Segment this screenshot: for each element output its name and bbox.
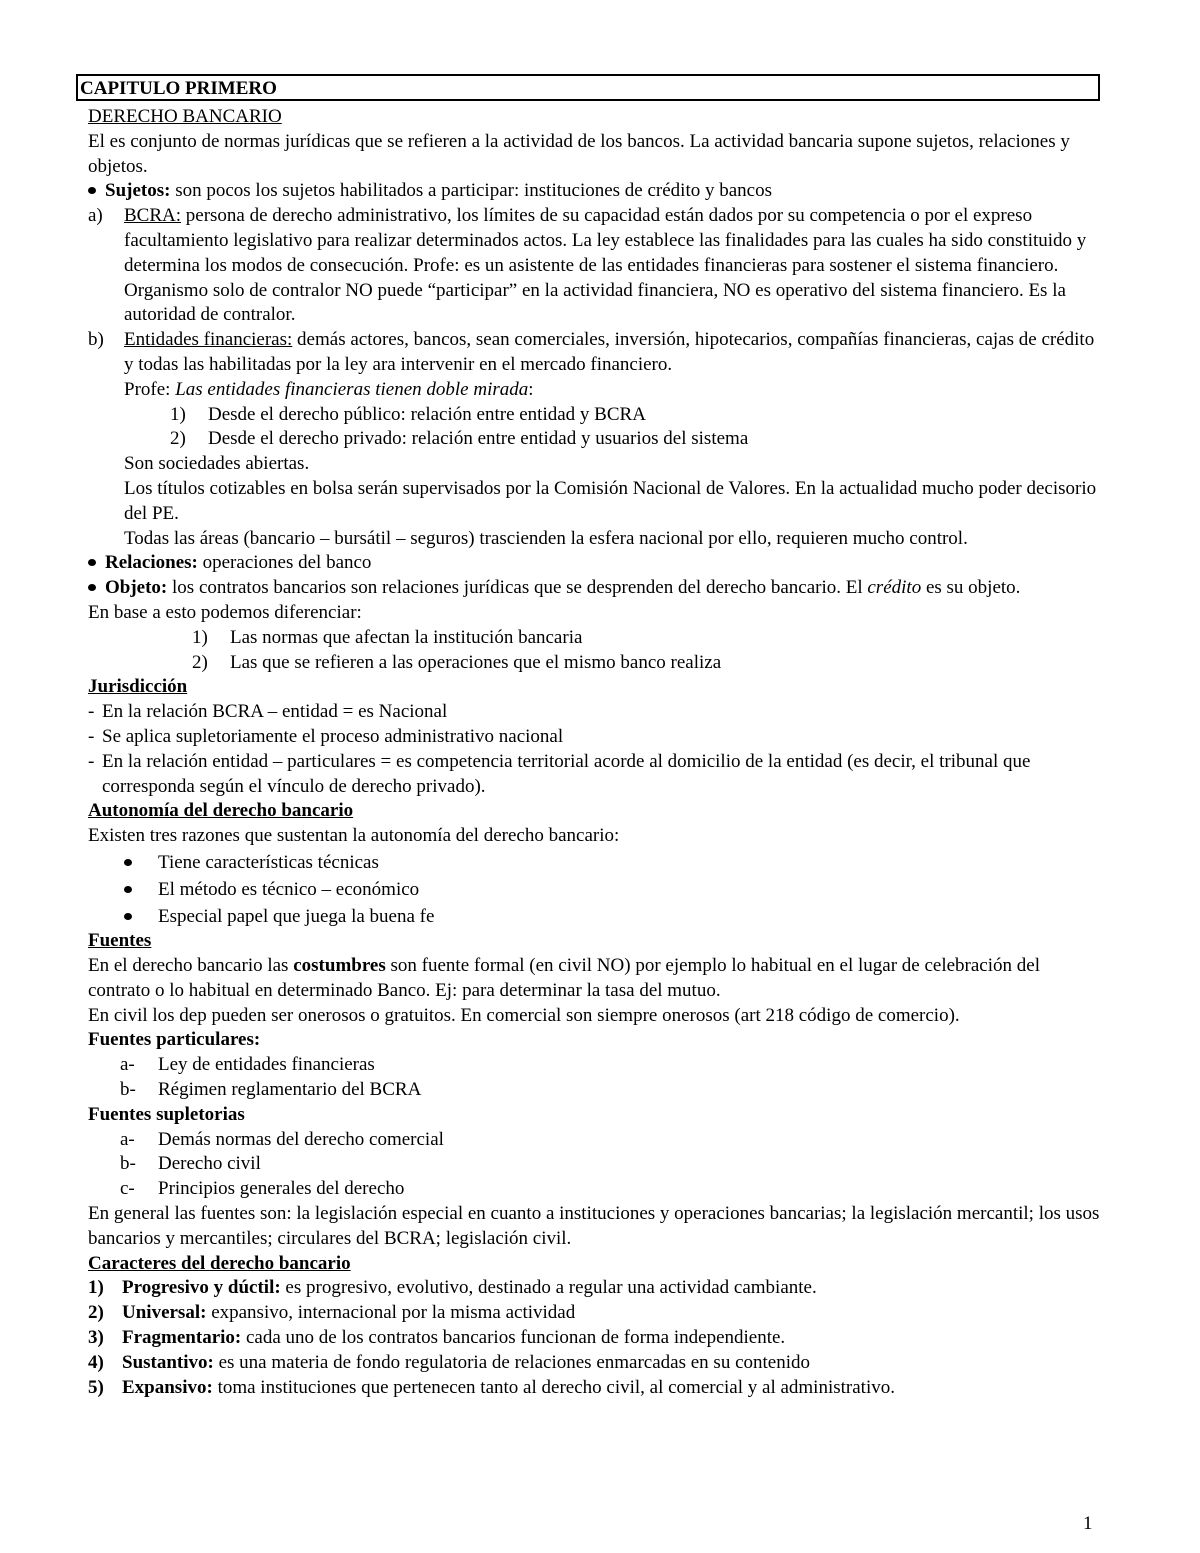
- list-item-sujetos: [88, 179, 1106, 204]
- list-item: a- Demás normas del derecho comercial: [120, 1128, 444, 1150]
- list-item-text: Las que se refieren a las operaciones que el mismo banco realiza: [230, 651, 722, 673]
- fuentes-heading: Fuentes: [88, 930, 152, 952]
- list-item: 4) Sustantivo: es una materia de fondo regulatoria de relaciones enmarcadas en su contenido: [88, 1351, 810, 1373]
- autonomia-heading: Autonomía del derecho bancario: [88, 800, 354, 822]
- list-item: - En la relación BCRA – entidad = es Nacional: [88, 701, 448, 723]
- list-marker: b): [88, 329, 104, 351]
- autonomia-intro: Existen tres razones que sustentan la autonomía del derecho bancario:: [88, 825, 620, 847]
- list-item-text: Desde el derecho privado: relación entre entidad y usuarios del sistema: [208, 428, 749, 450]
- document-body: [88, 78, 1106, 1400]
- list-marker: 2): [192, 651, 208, 673]
- list-item: El método es técnico – económico: [88, 878, 1106, 903]
- list-item: b- Régimen reglamentario del BCRA: [120, 1079, 422, 1101]
- bcra-text: persona de derecho administrativo, los límites de su capacidad están dados por su competencia o por el expreso facultamiento legislativo para realizar determinados actos. La ley establece las finalidades para las cuales ha sido constituido y determina los modos de consecución. Profe: es un asistente de las entidades financieras para sostener el sistema financiero. Organismo solo de contralor NO puede “participar” en la actividad financiera, NO es operativo del sistema financiero. Es la autoridad de contralor.: [124, 205, 1087, 326]
- list-marker: 2): [170, 428, 186, 450]
- caracteres-heading: Caracteres del derecho bancario: [88, 1252, 351, 1274]
- list-item: - Se aplica supletoriamente el proceso administrativo nacional: [88, 725, 564, 747]
- bullet-icon: [88, 179, 105, 204]
- list-item: [88, 427, 1106, 452]
- list-item: [88, 651, 1106, 676]
- entidades-paragraph: Los títulos cotizables en bolsa serán supervisados por la Comisión Nacional de Valores. En la actualidad mucho poder decisorio del PE.: [124, 477, 1097, 524]
- bcra-label: BCRA:: [124, 205, 182, 227]
- sujetos-label: Sujetos:: [105, 180, 171, 202]
- list-item-objeto: Objeto: los contratos bancarios son relaciones jurídicas que se desprenden del derecho bancario. El crédito es su objeto.: [88, 576, 1106, 601]
- list-item: 5) Expansivo: toma instituciones que pertenecen tanto al derecho civil, al comercial y al administrativo.: [88, 1376, 895, 1398]
- fuentes-supletorias-heading: Fuentes supletorias: [88, 1103, 245, 1125]
- section-title: DERECHO BANCARIO: [88, 106, 282, 127]
- list-item: Tiene características técnicas: [88, 851, 1106, 876]
- list-item-bcra: [88, 204, 1106, 328]
- list-item: a- Ley de entidades financieras: [120, 1054, 375, 1076]
- profe-note: Profe: Las entidades financieras tienen doble mirada:: [124, 378, 534, 400]
- list-item: - En la relación entidad – particulares = es competencia territorial acorde al domicilio de la entidad (es decir, el tribunal que corresponda según el vínculo de derecho privado).: [88, 750, 1031, 797]
- entidades-text: demás actores, bancos, sean comerciales, inversión, hipotecarios, compañías financieras, cajas de crédito y todas las habilitadas por la ley ara intervenir en el mercado financiero.: [124, 329, 1095, 375]
- intro-paragraph: El es conjunto de normas jurídicas que se refieren a la actividad de los bancos. La actividad bancaria supone sujetos, relaciones y objetos.: [88, 130, 1070, 177]
- list-marker: 1): [192, 626, 208, 648]
- list-item: b- Derecho civil: [120, 1153, 261, 1175]
- bullet-icon: [124, 905, 158, 930]
- list-marker: a): [88, 205, 103, 227]
- list-item: 3) Fragmentario: cada uno de los contratos bancarios funcionan de forma independiente.: [88, 1327, 786, 1349]
- list-item-text: Las normas que afectan la institución bancaria: [230, 626, 583, 648]
- bullet-icon: [124, 851, 158, 876]
- bullet-icon: [88, 576, 105, 601]
- fuentes-particulares-heading: Fuentes particulares:: [88, 1029, 261, 1051]
- list-item-text: Desde el derecho público: relación entre entidad y BCRA: [208, 403, 646, 425]
- fuentes-paragraph: En civil los dep pueden ser onerosos o gratuitos. En comercial son siempre onerosos (art 218 código de comercio).: [88, 1004, 960, 1026]
- entidades-paragraph: Todas las áreas (bancario – bursátil – seguros) trascienden la esfera nacional por ello, requieren mucho control.: [124, 527, 968, 549]
- list-item: [88, 403, 1106, 428]
- page-number: 1: [1083, 1513, 1093, 1534]
- bullet-icon: [88, 551, 105, 576]
- jurisdiccion-heading: Jurisdicción: [88, 676, 188, 698]
- list-marker: 1): [170, 403, 186, 425]
- diferenciar-intro: En base a esto podemos diferenciar:: [88, 601, 362, 623]
- bullet-icon: [124, 878, 158, 903]
- list-item: Especial papel que juega la buena fe: [88, 905, 1106, 930]
- entidades-label: Entidades financieras:: [124, 329, 293, 351]
- list-item: [88, 626, 1106, 651]
- sujetos-text: son pocos los sujetos habilitados a participar: instituciones de crédito y bancos: [170, 180, 772, 202]
- list-item-entidades: [88, 328, 1106, 378]
- fuentes-paragraph: En el derecho bancario las costumbres son fuente formal (en civil NO) por ejemplo lo habitual en el lugar de celebración del contrato o lo habitual en determinado Banco. Ej: para determinar la tasa del mutuo.: [88, 955, 1040, 1001]
- list-item-relaciones: Relaciones: operaciones del banco: [88, 551, 1106, 576]
- list-item: 1) Progresivo y dúctil: es progresivo, evolutivo, destinado a regular una actividad cambiante.: [88, 1277, 817, 1299]
- chapter-title: CAPITULO PRIMERO: [80, 78, 277, 99]
- fuentes-general-paragraph: En general las fuentes son: la legislación especial en cuanto a instituciones y operaciones bancarias; la legislación mercantil; los usos bancarios y mercantiles; circulares del BCRA; legislación civil.: [88, 1203, 1100, 1249]
- entidades-paragraph: Son sociedades abiertas.: [124, 453, 310, 475]
- list-item: 2) Universal: expansivo, internacional por la misma actividad: [88, 1302, 576, 1324]
- list-item: c- Principios generales del derecho: [120, 1178, 405, 1200]
